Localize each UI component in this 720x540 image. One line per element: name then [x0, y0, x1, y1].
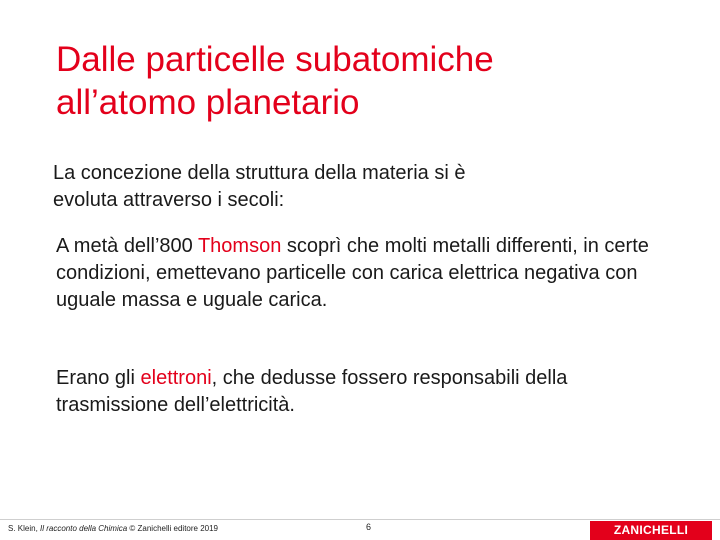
p1-after: scoprì che molti metalli differenti, in certe condizioni, emettevano particelle con carica elettrica negativa con uguale massa e uguale carica. [56, 235, 649, 311]
p1-before: A metà dell’800 [56, 235, 198, 257]
footer-divider [0, 519, 720, 520]
zanichelli-logo: ZANICHELLI [590, 521, 712, 540]
footer-book-title: Il racconto della Chimica [40, 524, 128, 533]
p2-before: Erano gli [56, 367, 141, 389]
p2-highlight-electrons: elettroni [140, 367, 212, 389]
page-number: 6 [366, 522, 372, 532]
footer-author: S. Klein, [8, 524, 41, 533]
title-line-2: all’atomo planetario [56, 83, 360, 122]
intro-line-2: evoluta attraverso i secoli: [53, 189, 285, 211]
title-line-1: Dalle particelle subatomiche [56, 40, 494, 79]
footer-publisher: © Zanichelli editore 2019 [127, 524, 219, 533]
slide-title [56, 38, 676, 124]
paragraph-electrons [56, 365, 676, 419]
p1-highlight-thomson: Thomson [197, 235, 282, 257]
p2-after: , che dedusse fossero responsabili della trasmissione dell’elettricità. [56, 367, 568, 416]
intro-text [53, 160, 653, 214]
paragraph-thomson [56, 233, 676, 314]
intro-line-1: La concezione della struttura della materia si è [53, 162, 466, 184]
footer-credit [8, 524, 218, 534]
